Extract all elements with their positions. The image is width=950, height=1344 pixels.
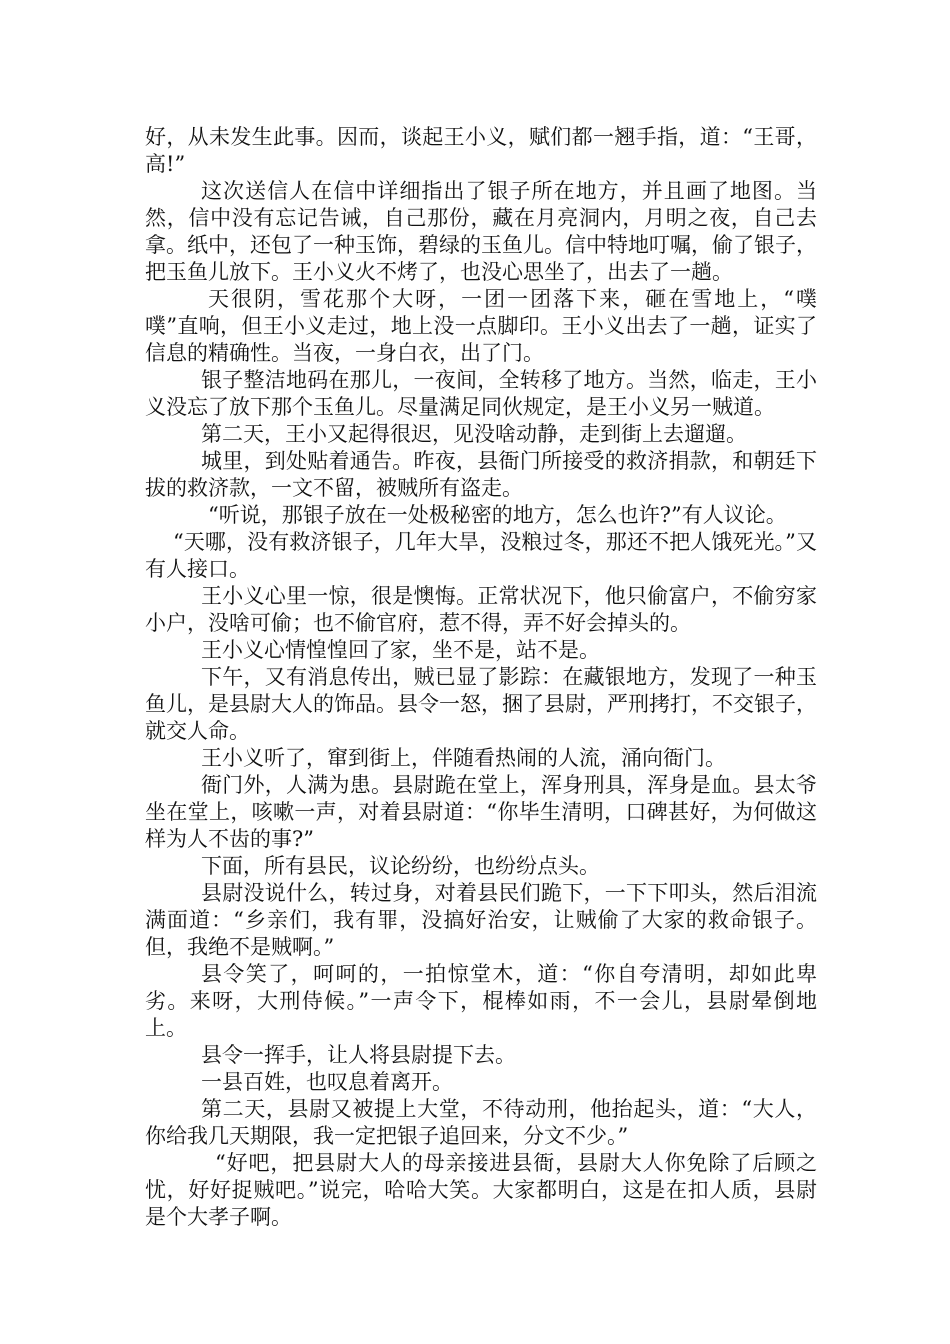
paragraph: 下午，又有消息传出，贼已显了影踪：在藏银地方，发现了一种玉鱼儿，是县尉大人的饰品。县令一怒，捆了县尉，严刑拷打，不交银子，就交人命。: [145, 665, 817, 743]
paragraph: 这次送信人在信中详细指出了银子所在地方，并且画了地图。当然，信中没有忘记告诫，自己那份，藏在月亮洞内，月明之夜，自己去拿。纸中，还包了一种玉饰，碧绿的玉鱼儿。信中特地叮嘱，偷了银子，把玉鱼儿放下。王小义火不烤了，也没心思坐了，出去了一趟。: [145, 179, 817, 284]
paragraph: “天哪，没有救济银子，几年大旱，没粮过冬，那还不把人饿死光。”又有人接口。: [145, 530, 817, 581]
paragraph: 城里，到处贴着通告。昨夜，县衙门所接受的救济捐款，和朝廷下拔的救济款，一文不留，被贼所有盗走。: [145, 449, 817, 500]
paragraph: “好吧，把县尉大人的母亲接进县衙，县尉大人你免除了后顾之忧，好好捉贼吧。”说完，哈哈大笑。大家都明白，这是在扣人质，县尉是个大孝子啊。: [145, 1151, 817, 1229]
paragraph: 下面，所有县民，议论纷纷，也纷纷点头。: [201, 854, 600, 878]
paragraph: 银子整洁地码在那儿，一夜间，全转移了地方。当然，临走，王小义没忘了放下那个玉鱼儿。尽量满足同伙规定，是王小义另一贼道。: [145, 368, 817, 419]
paragraph: 县令笑了，呵呵的，一拍惊堂木，道：“你自夸清明，却如此卑劣。来呀，大刑侍候。”一声令下，棍棒如雨，不一会儿，县尉晕倒地上。: [145, 962, 817, 1040]
paragraph: 好，从未发生此事。因而，谈起王小义，赋们都一翘手指，道：“王哥，高!”: [145, 125, 817, 176]
paragraph: 王小义心里一惊，很是懊悔。正常状况下，他只偷富户，不偷穷家小户，没啥可偷；也不偷官府，惹不得，弄不好会掉头的。: [145, 584, 817, 635]
paragraph: “听说，那银子放在一处极秘密的地方，怎么也许?”有人议论。: [208, 503, 787, 527]
paragraph: 第二天，县尉又被提上大堂，不待动刑，他抬起头，道：“大人，你给我几天期限，我一定把银子追回来，分文不少。”: [145, 1097, 817, 1148]
paragraph: 天很阴，雪花那个大呀，一团一团落下来，砸在雪地上，“噗噗”直响，但王小义走过，地上没一点脚印。王小义出去了一趟，证实了信息的精确性。当夜，一身白衣，出了门。: [145, 287, 817, 365]
paragraph: 王小义心情惶惶回了家，坐不是，站不是。: [201, 638, 600, 662]
document-page: [145, 124, 817, 1231]
paragraph: 衙门外，人满为患。县尉跪在堂上，浑身刑具，浑身是血。县太爷坐在堂上，咳嗽一声，对着县尉道：“你毕生清明，口碑甚好，为何做这样为人不齿的事?”: [145, 773, 817, 851]
paragraph: 县尉没说什么，转过身，对着县民们跪下，一下下叩头，然后泪流满面道：“乡亲们，我有罪，没搞好治安，让贼偷了大家的救命银子。但，我绝不是贼啊。”: [145, 881, 817, 959]
paragraph: 一县百姓，也叹息着离开。: [201, 1070, 453, 1094]
paragraph: 第二天，王小又起得很迟，见没啥动静，走到街上去遛遛。: [201, 422, 747, 446]
paragraph: 王小义听了，窜到街上，伴随看热闹的人流，涌向衙门。: [201, 746, 726, 770]
paragraph: 县令一挥手，让人将县尉提下去。: [201, 1043, 516, 1067]
